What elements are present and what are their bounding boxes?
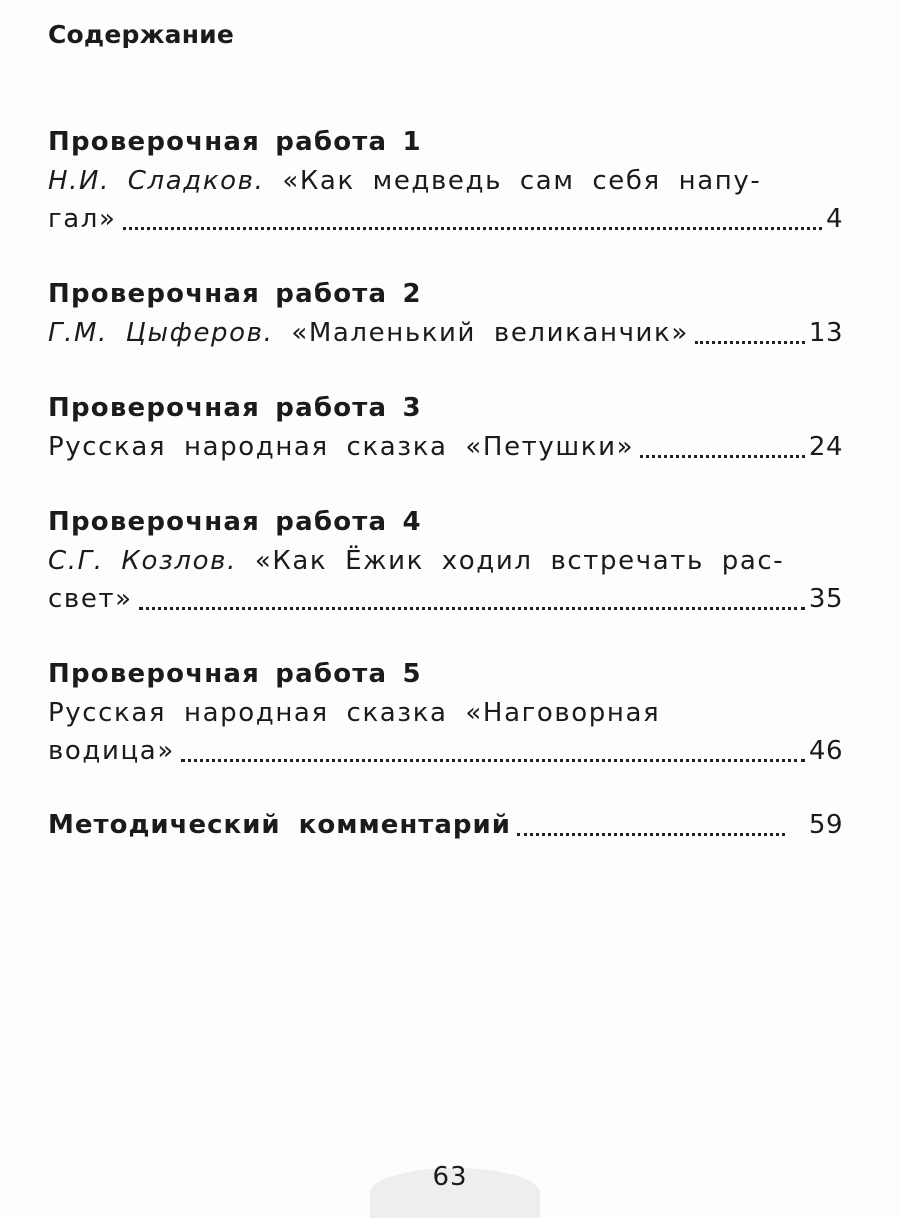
page-number: 63 <box>432 1162 468 1192</box>
toc-entry <box>48 654 843 770</box>
entry-title-continuation: свет» <box>48 584 133 614</box>
entry-leader-line <box>48 200 843 238</box>
entry-title-text: «Как медведь сам себя напу- <box>282 166 762 196</box>
entry-title-text: Русская народная сказка «Наговорная <box>48 698 661 728</box>
entry-title-line <box>48 314 689 352</box>
dot-leader <box>123 227 822 230</box>
toc-entry <box>48 502 843 618</box>
entry-title-line <box>48 694 843 732</box>
entry-heading: Проверочная работа 2 <box>48 279 422 309</box>
entry-page-number: 24 <box>808 432 843 462</box>
entry-leader-line <box>48 732 843 770</box>
dot-leader <box>517 833 785 836</box>
toc-entry <box>48 122 843 238</box>
entry-heading: Проверочная работа 5 <box>48 659 422 689</box>
entry-heading: Проверочная работа 3 <box>48 393 422 423</box>
entry-title-line <box>48 162 843 200</box>
entry-title-continuation: водица» <box>48 736 175 766</box>
entry-title-continuation: гал» <box>48 204 117 234</box>
entry-page-number: 4 <box>825 204 843 234</box>
toc-entry-methodology <box>48 806 843 844</box>
toc-entry <box>48 388 843 466</box>
entry-title-text: «Как Ёжик ходил встречать рас- <box>254 546 785 576</box>
entry-title-line <box>48 542 843 580</box>
entry-heading: Проверочная работа 4 <box>48 507 422 537</box>
dot-leader <box>640 455 805 458</box>
methodology-label: Методический комментарий <box>48 810 511 840</box>
entry-leader-line <box>48 428 843 466</box>
entry-page-number: 35 <box>808 584 843 614</box>
entry-title-text: Русская народная сказка «Петушки» <box>48 432 635 462</box>
entry-author: С.Г. Козлов. <box>48 546 237 576</box>
dot-leader <box>695 341 805 344</box>
toc-entry <box>48 274 843 352</box>
entry-page-number: 13 <box>808 318 843 348</box>
dot-leader <box>139 607 805 610</box>
methodology-page-number: 59 <box>808 810 843 840</box>
entry-heading: Проверочная работа 1 <box>48 127 422 157</box>
dot-leader <box>181 759 805 762</box>
toc-title: Содержание <box>48 20 235 49</box>
entry-page-number: 46 <box>808 736 843 766</box>
entry-author: Н.И. Сладков. <box>48 166 265 196</box>
entry-author: Г.М. Цыферов. <box>48 318 274 348</box>
entry-title-text: «Маленький великанчик» <box>291 318 689 348</box>
toc-list <box>48 122 843 880</box>
entry-leader-line <box>48 314 843 352</box>
entry-leader-line <box>48 580 843 618</box>
entry-leader-line <box>48 806 843 844</box>
